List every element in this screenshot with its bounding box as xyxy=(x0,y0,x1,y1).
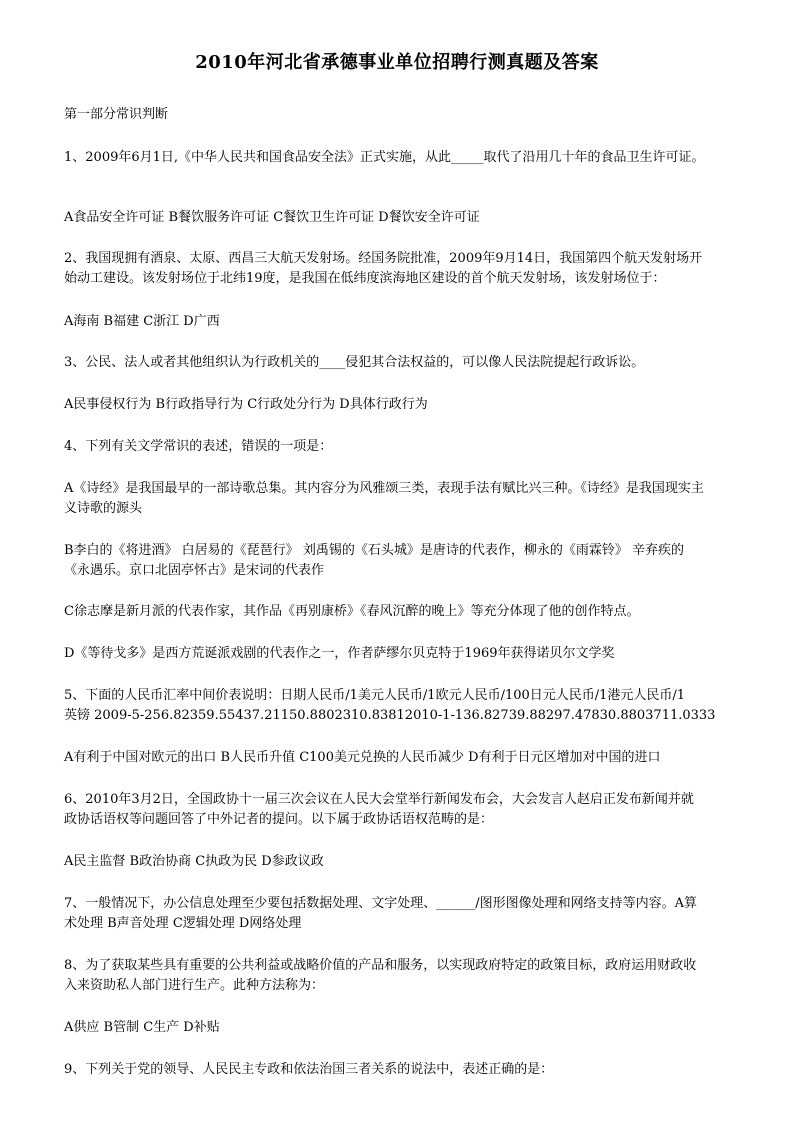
q4-option-a-line2: 义诗歌的源头 xyxy=(64,501,143,516)
q7-text-line1: 7、一般情况下，办公信息处理至少要包括数据处理、文字处理、______/图形图像处理和网络支持等内容。A算 xyxy=(64,896,698,911)
q2-options: A海南 B福建 C浙江 D广西 xyxy=(64,314,220,329)
q4-option-c: C徐志摩是新月派的代表作家，其作品《再别康桥》《春风沉醉的晚上》等充分体现了他的创作特点。 xyxy=(64,604,640,619)
q8-text-line1: 8、为了获取某些具有重要的公共利益或战略价值的产品和服务，以实现政府特定的政策目标，政府运用财政收 xyxy=(64,958,697,973)
q2-text-line1: 2、我国现拥有酒泉、太原、西昌三大航天发射场。经国务院批准，2009年9月14日，我国第四个航天发射场开 xyxy=(64,251,703,266)
q4-text: 4、下列有关文学常识的表述，错误的一项是： xyxy=(64,439,333,454)
q2-text-line2: 始动工建设。该发射场位于北纬19度，是我国在低纬度滨海地区建设的首个航天发射场，该发射场位于： xyxy=(64,271,666,286)
q1-text: 1、2009年6月1日,《中华人民共和国食品安全法》正式实施，从此_____取代了沿用几十年的食品卫生许可证。 xyxy=(64,150,705,165)
q7-text-line2: 术处理 B声音处理 C逻辑处理 D网络处理 xyxy=(64,916,302,931)
q6-text-line1: 6、2010年3月2日，全国政协十一届三次会议在人民大会堂举行新闻发布会，大会发言人赵启正发布新闻并就 xyxy=(64,792,694,807)
document-title: 2010年河北省承德事业单位招聘行测真题及答案 xyxy=(195,52,599,73)
q9-text: 9、下列关于党的领导、人民民主专政和依法治国三者关系的说法中，表述正确的是： xyxy=(64,1062,554,1077)
q4-option-d: D《等待戈多》是西方荒诞派戏剧的代表作之一，作者萨缪尔贝克特于1969年获得诺贝尔文学奖 xyxy=(64,646,615,661)
q8-options: A供应 B管制 C生产 D补贴 xyxy=(64,1020,220,1035)
q5-text-line1: 5、下面的人民币汇率中间价表说明：日期人民币/1美元人民币/1欧元人民币/100日元人民币/1港元人民币/1 xyxy=(64,688,686,703)
q4-option-b-line2: 《永遇乐。京口北固亭怀古》是宋词的代表作 xyxy=(64,563,325,578)
section-heading: 第一部分常识判断 xyxy=(64,107,169,122)
q1-options: A食品安全许可证 B餐饮服务许可证 C餐饮卫生许可证 D餐饮安全许可证 xyxy=(64,210,480,225)
q3-options: A民事侵权行为 B行政指导行为 C行政处分行为 D具体行政行为 xyxy=(64,397,428,412)
q5-options: A有利于中国对欧元的出口 B人民币升值 C100美元兑换的人民币减少 D有利于日元区增加对中国的进口 xyxy=(64,750,661,765)
q3-text: 3、公民、法人或者其他组织认为行政机关的____侵犯其合法权益的，可以像人民法院提起行政诉讼。 xyxy=(64,355,645,370)
q6-text-line2: 政协话语权等问题回答了中外记者的提问。以下属于政协话语权范畴的是： xyxy=(64,812,494,827)
q8-text-line2: 入来资助私人部门进行生产。此种方法称为： xyxy=(64,978,325,993)
q6-options: A民主监督 B政治协商 C执政为民 D参政议政 xyxy=(64,854,324,869)
q4-option-b-line1: B李白的《将进酒》 白居易的《琵琶行》 刘禹锡的《石头城》是唐诗的代表作，柳永的《雨霖铃》 辛弃疾的 xyxy=(64,543,684,558)
q5-text-line2: 英镑 2009-5-256.82359.55437.21150.8802310.83812010-1-136.82739.88297.47830.8803711.0333 xyxy=(64,708,716,723)
q4-option-a-line1: A《诗经》是我国最早的一部诗歌总集。其内容分为风雅颂三类，表现手法有赋比兴三种。《诗经》是我国现实主 xyxy=(64,481,704,496)
